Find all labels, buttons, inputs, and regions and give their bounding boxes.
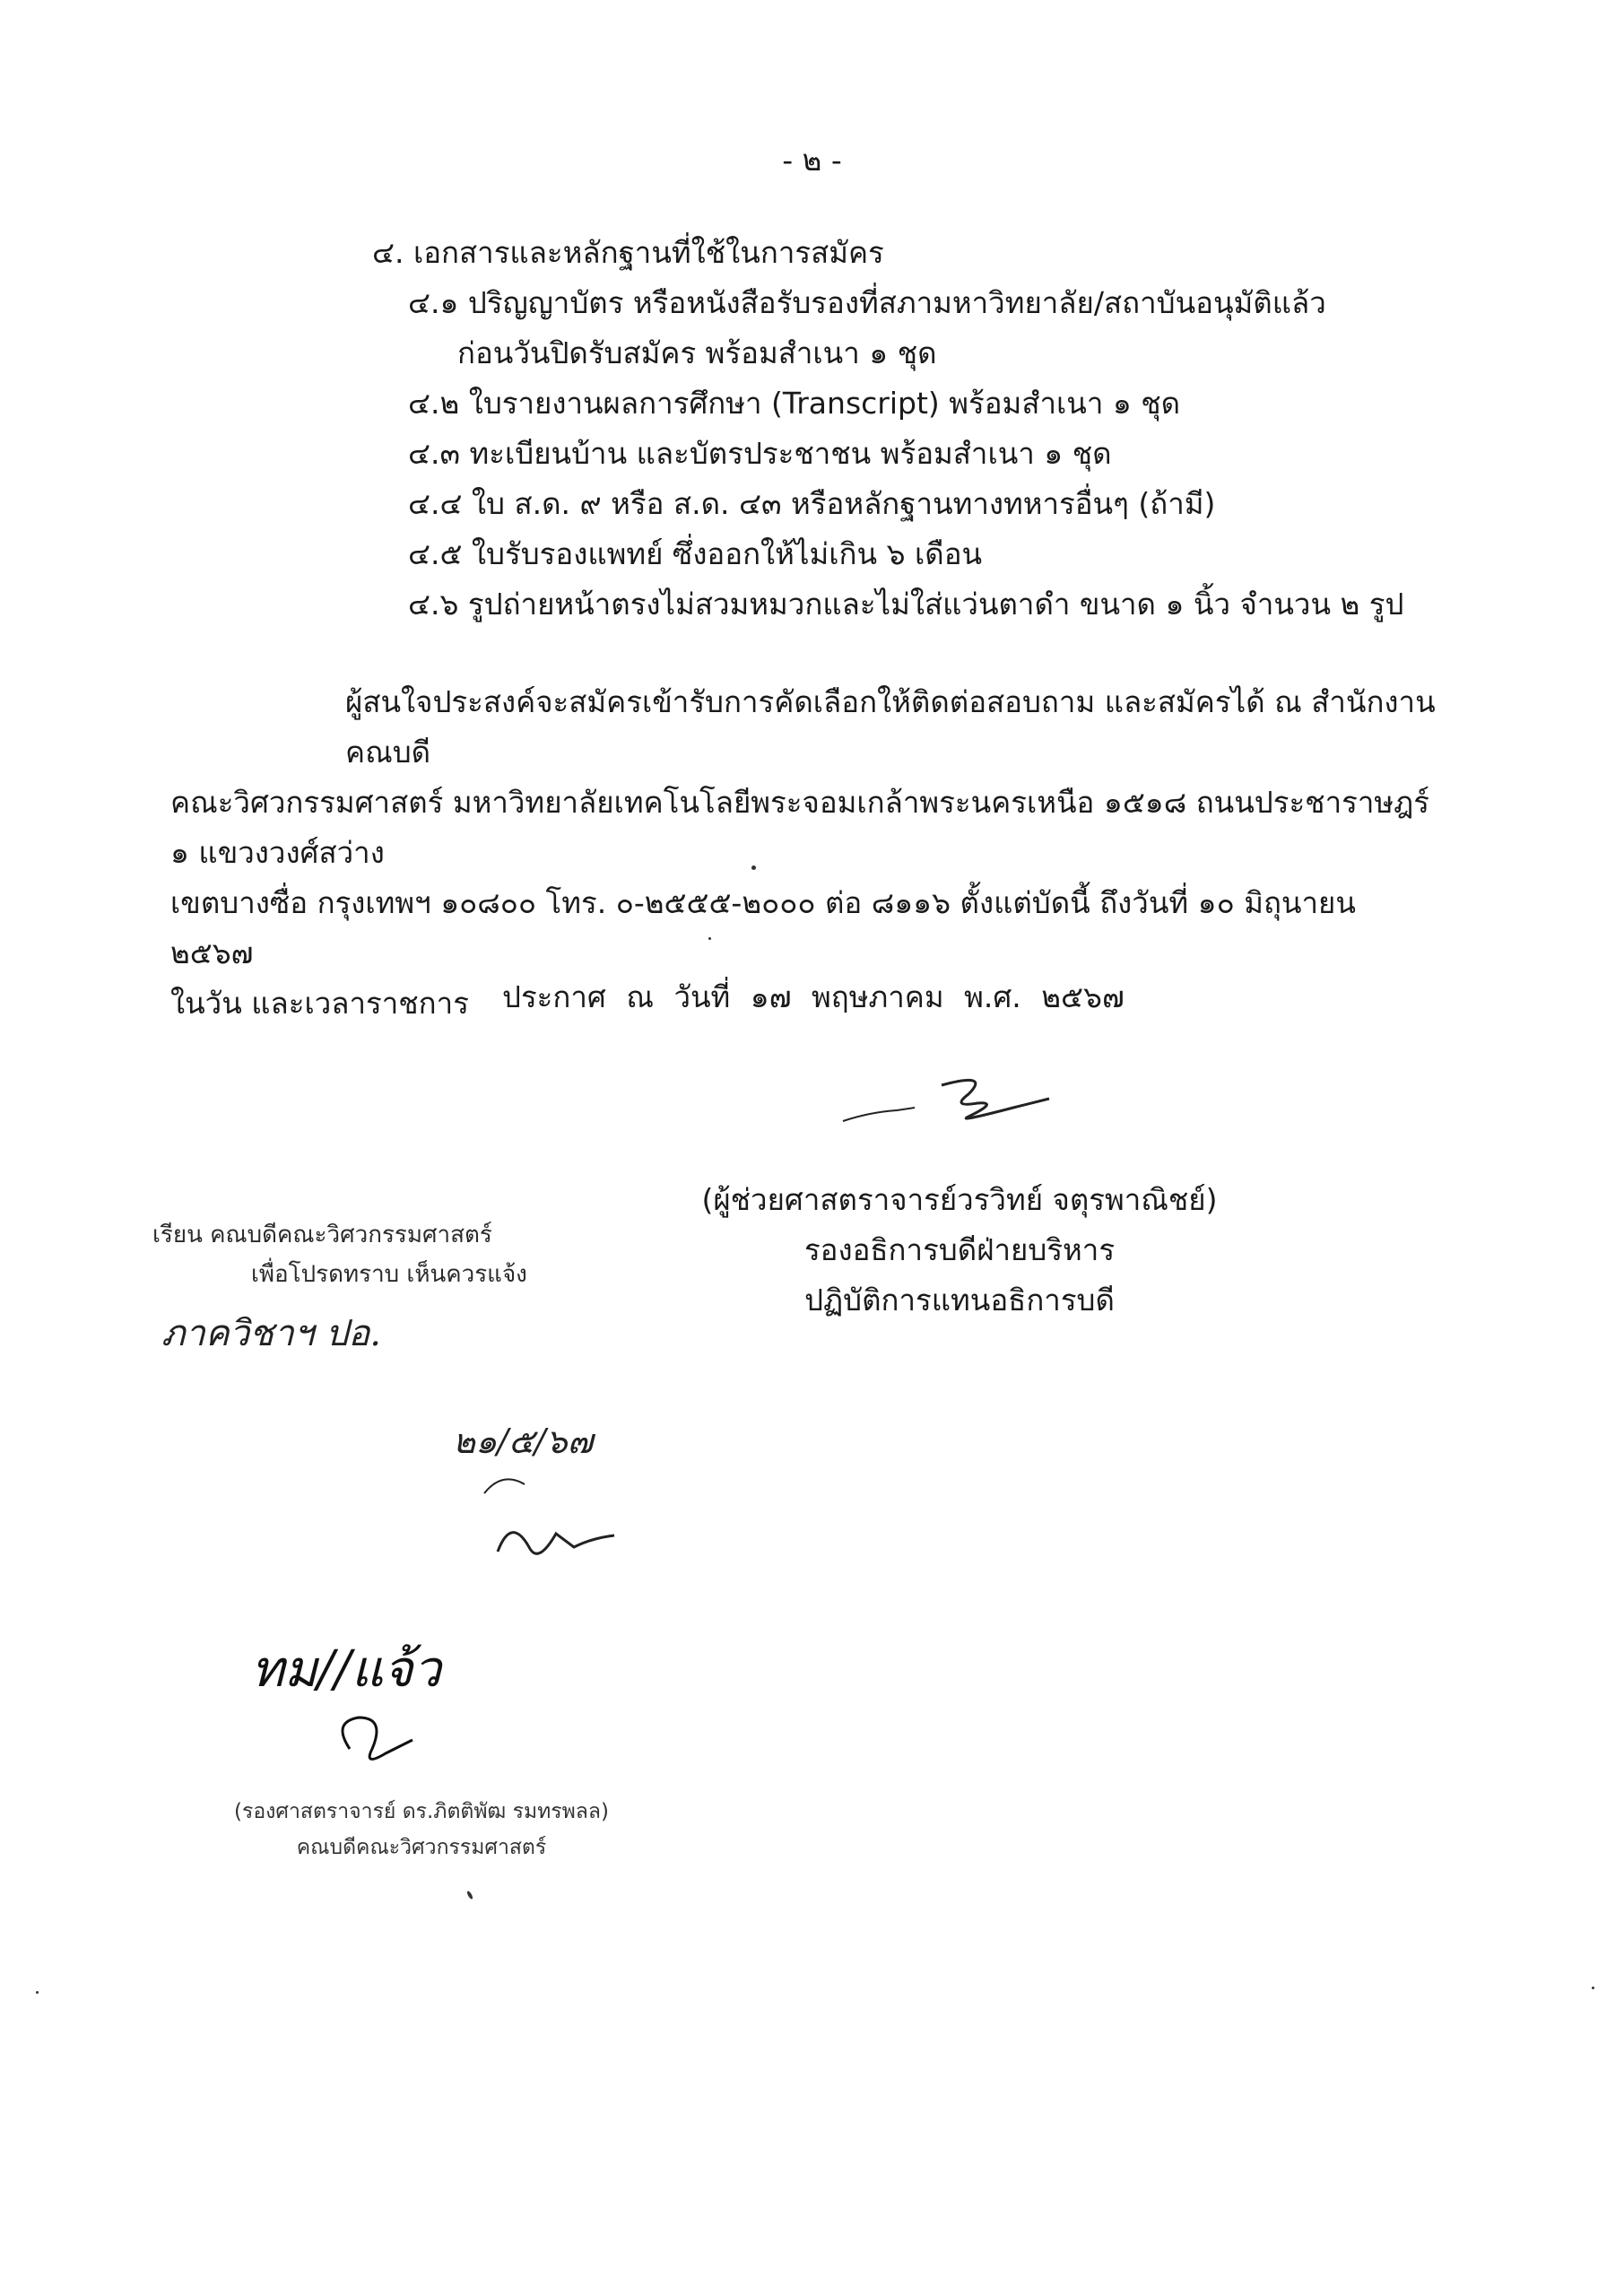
handwritten-note: ทม//แจ้ว	[251, 1640, 441, 1699]
signature-block	[690, 1175, 1229, 1326]
document-item: ๔.๖ รูปถ่ายหน้าตรงไม่สวมหมวกและไม่ใส่แว่นตาดำ ขนาด ๑ นิ้ว จำนวน ๒ รูป	[408, 587, 1404, 622]
routing-note	[152, 1215, 527, 1294]
handwritten-note: ๒๑/๕/๖๗	[453, 1422, 594, 1461]
vice-dean-title: คณบดีคณะวิศวกรรมศาสตร์	[296, 1836, 547, 1859]
section-heading: ๔. เอกสารและหลักฐานที่ใช้ในการสมัคร	[372, 235, 884, 270]
scan-speck	[36, 1991, 39, 1994]
paragraph-line: เขตบางซื่อ กรุงเทพฯ ๑๐๘๐๐ โทร. ๐-๒๕๕๕-๒๐๐๐ ต่อ ๘๑๑๖ ตั้งแต่บัดนี้ ถึงวันที่ ๑๐ มิถุนายน ๒๕๖๗	[170, 885, 1356, 970]
document-item-continuation: ก่อนวันปิดรับสมัคร พร้อมสำเนา ๑ ชุด	[457, 335, 937, 370]
document-item: ๔.๒ ใบรายงานผลการศึกษา (Transcript) พร้อมสำเนา ๑ ชุด	[408, 386, 1181, 421]
document-item: ๔.๓ ทะเบียนบ้าน และบัตรประชาชน พร้อมสำเนา ๑ ชุด	[408, 436, 1112, 471]
signature-scribble	[834, 1067, 1058, 1139]
paragraph-line: ในวัน และเวลาราชการ	[170, 986, 469, 1021]
vice-dean-block	[206, 1794, 637, 1866]
signatory-name: (ผู้ช่วยศาสตราจารย์วรวิทย์ จตุรพาณิชย์)	[701, 1182, 1218, 1217]
vice-dean-name: (รองศาสตราจารย์ ดร.ภิตติพัฒ รมทรพลล)	[234, 1800, 609, 1823]
scan-speck	[751, 865, 756, 870]
paragraph-line: ผู้สนใจประสงค์จะสมัครเข้ารับการคัดเลือกให้ติดต่อสอบถาม และสมัครได้ ณ สำนักงานคณบดี	[345, 684, 1436, 770]
announcement-date: ประกาศ ณ วันที่ ๑๗ พฤษภาคม พ.ศ. ๒๕๖๗	[502, 979, 1125, 1014]
signatory-acting: ปฏิบัติการแทนอธิการบดี	[804, 1283, 1115, 1318]
page-number: - ๒ -	[782, 143, 842, 178]
signatory-position: รองอธิการบดีฝ่ายบริหาร	[803, 1232, 1116, 1267]
paragraph-line: คณะวิศวกรรมศาสตร์ มหาวิทยาลัยเทคโนโลยีพระจอมเกล้าพระนครเหนือ ๑๕๑๘ ถนนประชาราษฎร์ ๑ แขวงวงศ์สว่าง	[170, 785, 1429, 870]
routing-line: เรียน คณบดีคณะวิศวกรรมศาสตร์	[152, 1222, 492, 1248]
document-item: ๔.๑ ปริญญาบัตร หรือหนังสือรับรองที่สภามหาวิทยาลัย/สถาบันอนุมัติแล้ว	[408, 285, 1326, 320]
scan-speck	[708, 937, 711, 940]
document-item: ๔.๕ ใบรับรองแพทย์ ซึ่งออกให้ไม่เกิน ๖ เดือน	[408, 536, 983, 571]
document-item: ๔.๔ ใบ ส.ด. ๙ หรือ ส.ด. ๔๓ หรือหลักฐานทางทหารอื่นๆ (ถ้ามี)	[408, 486, 1216, 521]
required-documents-list	[408, 278, 1403, 630]
scan-speck	[1592, 1987, 1594, 1989]
routing-line: เพื่อโปรดทราบ เห็นควรแจ้ง	[251, 1261, 527, 1288]
handwritten-note: ภาควิชาฯ ปอ.	[161, 1313, 381, 1354]
